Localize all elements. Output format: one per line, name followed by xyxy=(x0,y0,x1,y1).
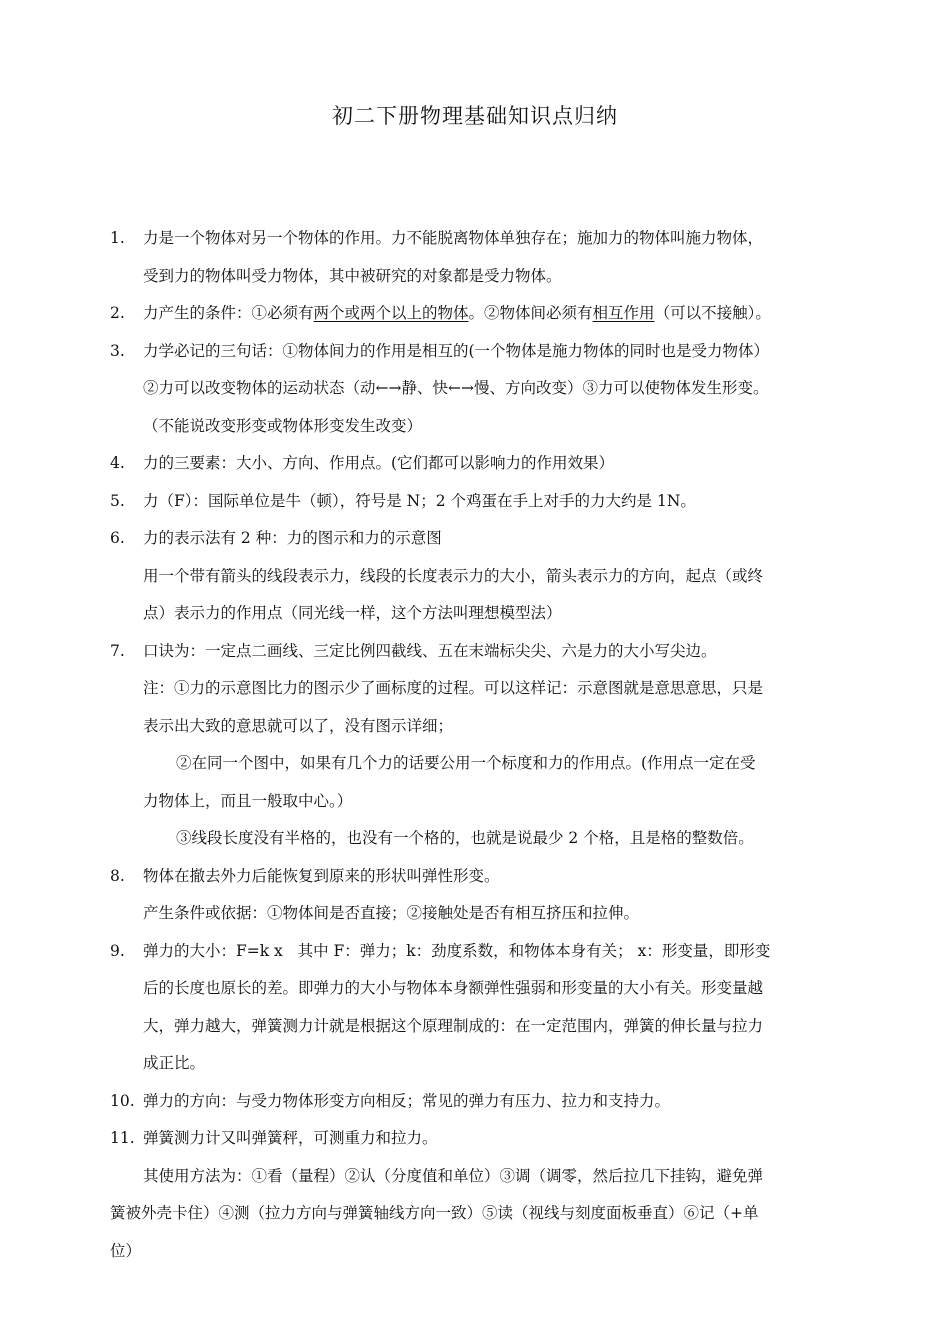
item-line: 力的三要素：大小、方向、作用点。(它们都可以影响力的作用效果） xyxy=(143,454,615,472)
item-number: 1. xyxy=(110,229,125,247)
item-line: 力是一个物体对另一个物体的作用。力不能脱离物体单独存在；施加力的物体叫施力物体， xyxy=(143,229,764,247)
item-number: 5. xyxy=(110,491,125,510)
item-line: ②在同一个图中，如果有几个力的话要公用一个标度和力的作用点。(作用点一定在受 xyxy=(176,754,756,772)
item-line: （不能说改变形变或物体形变发生改变） xyxy=(143,416,423,435)
item-number: 9. xyxy=(110,941,125,960)
item-line: 受到力的物体叫受力物体，其中被研究的对象都是受力物体。 xyxy=(143,266,562,285)
item-number: 6. xyxy=(110,529,125,547)
text-segment: （可以不接触）。 xyxy=(654,304,771,322)
item-line: 弹簧测力计又叫弹簧秤，可测重力和拉力。 xyxy=(143,1129,438,1147)
item-line: 注：①力的示意图比力的图示少了画标度的过程。可以这样记：示意图就是意思意思，只是 xyxy=(143,679,764,697)
list-item-5 xyxy=(110,483,810,521)
item-line: 用一个带有箭头的线段表示力，线段的长度表示力的大小，箭头表示力的方向，起点（或终 xyxy=(143,566,764,585)
item-line: 表示出大致的意思就可以了，没有图示详细； xyxy=(143,716,454,735)
list-item-1 xyxy=(110,220,810,295)
list-item-9 xyxy=(110,933,810,1083)
item-line: 成正比。 xyxy=(143,1054,206,1072)
list-item-11 xyxy=(110,1120,810,1270)
list-item-7 xyxy=(110,633,810,858)
list-item-3 xyxy=(110,333,810,446)
item-line: 力的表示法有 2 种：力的图示和力的示意图 xyxy=(143,529,442,547)
item-line: 力物体上，而且一般取中心。） xyxy=(143,791,353,810)
item-line: 后的长度也原长的差。即弹力的大小与物体本身额弹性强弱和形变量的大小有关。形变量越 xyxy=(143,979,764,997)
item-line: ③线段长度没有半格的，也没有一个格的，也就是说最少 2 个格，且是格的整数倍。 xyxy=(176,829,754,847)
item-number: 11. xyxy=(110,1129,135,1147)
item-number: 10. xyxy=(110,1091,135,1110)
item-line: 弹力的大小：F=k x 其中 F：弹力；k：劲度系数，和物体本身有关； x：形变量，即形变 xyxy=(143,941,771,960)
item-line: 产生条件或依据：①物体间是否直接；②接触处是否有相互挤压和拉伸。 xyxy=(143,904,640,922)
item-line: 物体在撤去外力后能恢复到原来的形状叫弹性形变。 xyxy=(143,866,500,885)
item-number: 2. xyxy=(110,304,125,322)
item-line: 点）表示力的作用点（同光线一样，这个方法叫理想模型法） xyxy=(143,604,562,622)
item-number: 8. xyxy=(110,866,125,885)
item-line: ②力可以改变物体的运动状态（动←→静、快←→慢、方向改变）③力可以使物体发生形变。 xyxy=(143,379,769,397)
item-line: 簧被外壳卡住）④测（拉力方向与弹簧轴线方向一致）⑤读（视线与刻度面板垂直）⑥记（+单 xyxy=(110,1204,759,1222)
list-item-10 xyxy=(110,1083,810,1121)
item-line: 口诀为：一定点二画线、三定比例四截线、五在末端标尖尖、六是力的大小写尖边。 xyxy=(143,641,717,660)
knowledge-list xyxy=(110,220,810,1270)
text-segment: 力产生的条件：①必须有 xyxy=(143,304,314,322)
list-item-8 xyxy=(110,858,810,933)
item-line: 其使用方法为：①看（量程）②认（分度值和单位）③调（调零，然后拉几下挂钩，避免弹 xyxy=(143,1166,764,1185)
text-segment: 。②物体间必须有 xyxy=(468,304,593,322)
item-number: 7. xyxy=(110,641,125,660)
item-line: 大，弹力越大，弹簧测力计就是根据这个原理制成的：在一定范围内，弹簧的伸长量与拉力 xyxy=(143,1016,764,1035)
item-line: 位） xyxy=(110,1241,142,1260)
item-number: 3. xyxy=(110,341,125,360)
item-line: 力学必记的三句话：①物体间力的作用是相互的(一个物体是施力物体的同时也是受力物体） xyxy=(143,341,770,360)
underlined-term: 两个或两个以上的物体 xyxy=(313,304,469,322)
item-line: 力（F）：国际单位是牛（顿），符号是 N；2 个鸡蛋在手上对手的力大约是 1N。 xyxy=(143,491,696,510)
item-line: 弹力的方向：与受力物体形变方向相反；常见的弹力有压力、拉力和支持力。 xyxy=(143,1091,671,1110)
underlined-term: 相互作用 xyxy=(592,304,655,322)
item-line xyxy=(143,295,810,333)
item-number: 4. xyxy=(110,454,125,472)
list-item-6 xyxy=(110,520,810,633)
list-item-2 xyxy=(110,295,810,333)
page-title: 初二下册物理基础知识点归纳 xyxy=(332,104,618,128)
list-item-4 xyxy=(110,445,810,483)
